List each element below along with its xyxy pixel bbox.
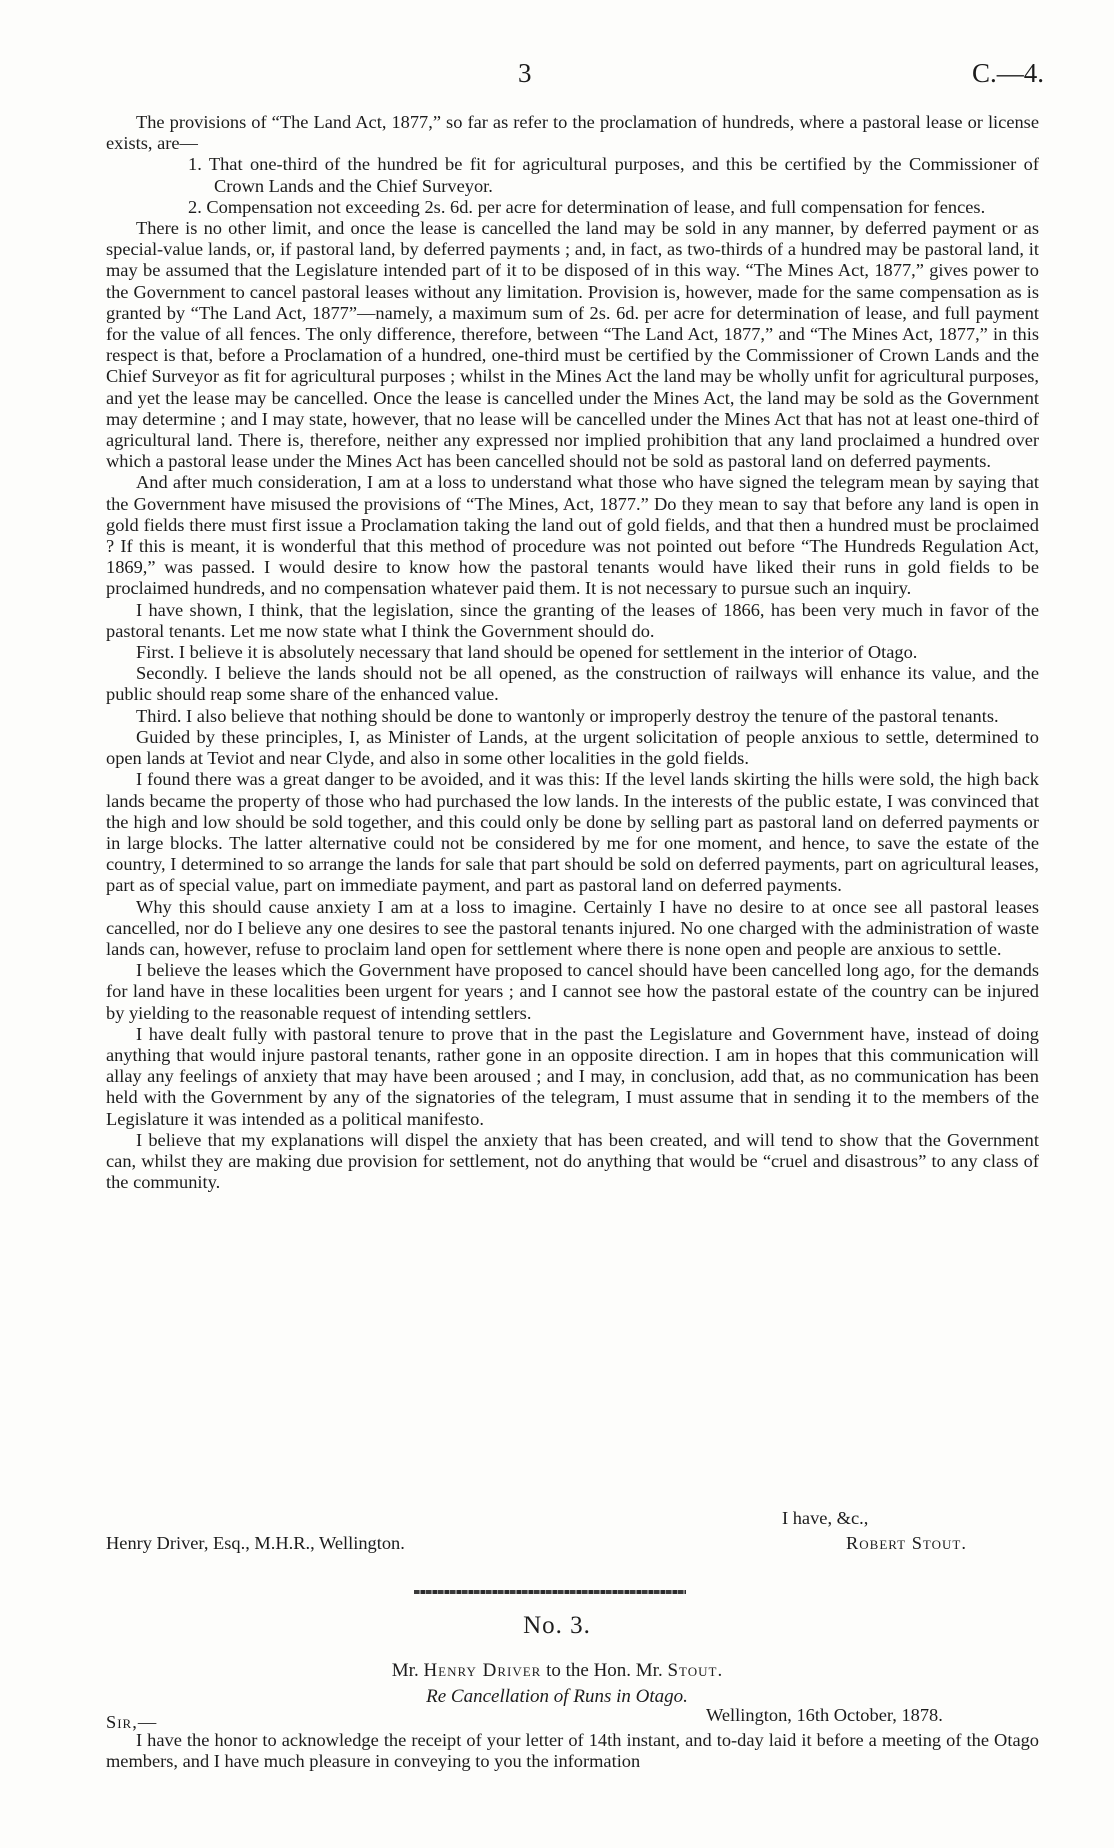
reply-paragraph: I have the honor to acknowledge the receipt of your letter of 14th instant, and to-day laid it before a meeting of the Otago members, and I have much pleasure in conveying to you the information [106,1730,1039,1772]
paragraph: I have dealt fully with pastoral tenure to prove that in the past the Legislature and Government have, instead of doing anything that would injure pastoral tenants, rather gone in an opposite direction. I am in hopes that this communication will allay any feelings of anxiety that may have been aroused ; and I may, in conclusion, add that, as no communication has been held with the Government by any of the signatories of the telegram, I must assume that in sending it to the members of the Legislature it was intended as a political manifesto. [106,1023,1039,1129]
section-number: No. 3. [523,1612,591,1639]
title-suffix: . [717,1660,723,1681]
recipient-name: Stout [667,1660,718,1681]
paragraph: Guided by these principles, I, as Minister of Lands, at the urgent solicitation of people anxious to settle, determined to open lands at Teviot and near Clyde, and also in some other localities in the gold fields. [106,726,1039,769]
paragraph: Secondly. I believe the lands should not be all opened, as the construction of railways will enhance its value, and the public should reap some share of the enhanced value. [106,663,1039,705]
salutation: Sir,— [106,1712,158,1732]
paragraph: I believe that my explanations will dispel the anxiety that has been created, and will tend to show that the Government can, whilst they are making due provision for settlement, not do anything that would be “cruel and disastrous” to any class of the community. [106,1129,1039,1193]
intro-paragraph: The provisions of “The Land Act, 1877,” so far as refer to the proclamation of hundreds, where a pastoral lease or license exists, are— [106,112,1039,154]
page-number: 3 [518,58,532,88]
paragraph: And after much consideration, I am at a loss to understand what those who have signed the telegram mean by saying that the Government have misused the provisions of “The Mines, Act, 1877.” Do they mean to say that before any land is open in gold fields there must first issue a Proclamation taking the land out of gold fields, and that then a hundred must be proclaimed ? If this is meant, it is wonderful that this method of procedure was not pointed out before “The Hundreds Regulation Act, 1869,” was passed. I would desire to know how the pastoral tenants would have liked their runs in gold fields to be proclaimed hundreds, and no compensation whatever paid them. It is not necessary to pursue such an inquiry. [106,472,1039,599]
paragraph: Why this should cause anxiety I am at a loss to imagine. Certainly I have no desire to at once see all pastoral leases cancelled, nor do I believe any one desires to see the pastoral tenants injured. No one charged with the administration of waste lands can, however, refuse to proclaim land open for settlement where there is none open and people are anxious to settle. [106,896,1039,959]
reply-letter-body [106,1730,1039,1772]
title-prefix: Mr. [391,1660,424,1681]
provision-item: 1. That one-third of the hundred be fit for agricultural purposes, and this be certified by the Commissioner of Crown Lands and the Chief Surveyor. [188,154,1039,196]
provisions-list [106,154,1039,218]
sender-name: Henry Driver [423,1660,542,1681]
letter-closing [106,1508,1039,1558]
letter-body-text [106,112,1039,1193]
section-divider [414,1590,686,1594]
page-header [0,58,1114,90]
paragraph: I believe the leases which the Government have proposed to cancel should have been cancelled long ago, for the demands for land have in these localities been urgent for years ; and I cannot see how the pastoral estate of the country can be injured by yielding to the reasonable request of intending settlers. [106,960,1039,1023]
section-subject: Re Cancellation of Runs in Otago. [426,1686,688,1707]
paragraph: First. I believe it is absolutely necessary that land should be opened for settlement in the interior of Otago. [136,642,918,663]
paragraph: I found there was a great danger to be avoided, and it was this: If the level lands skirting the hills were sold, the high back lands became the property of those who had purchased the low lands. In the interests of the public estate, I was convinced that the high and low should be sold together, and this could only be done by selling part as pastoral land on deferred payments or in large blocks. The latter alternative could not be considered by me for one moment, and hence, to save the estate of the country, I determined to so arrange the lands for sale that part should be sold on deferred payments, part on agricultural leases, part as of special value, part on immediate payment, and part as pastoral land on deferred payments. [106,769,1039,896]
addressee: Henry Driver, Esq., M.H.R., Wellington. [106,1533,405,1553]
title-middle: to the Hon. Mr. [541,1660,668,1681]
signature: Robert Stout. [846,1533,967,1553]
sign-off: I have, &c., [782,1508,869,1528]
paragraph: There is no other limit, and once the lease is cancelled the land may be sold in any manner, by deferred payment or as special-value lands, or, if pastoral land, by deferred payments ; and, in fact, as two-thirds of a hundred may be pastoral land, it may be assumed that the Legislature intended part of it to be disposed of in this way. “The Mines Act, 1877,” gives power to the Government to cancel pastoral leases without any limitation. Provision is, however, made for the same compensation as is granted by “The Land Act, 1877”—namely, a maximum sum of 2s. 6d. per acre for determination of lease, and full payment for the value of all fences. The only difference, therefore, between “The Land Act, 1877,” and “The Mines Act, 1877,” in this respect is that, before a Proclamation of a hundred, one-third must be certified by the Commissioner of Crown Lands and the Chief Surveyor as fit for agricultural purposes ; whilst in the Mines Act the land may be wholly unfit for agricultural purposes, and yet the lease may be cancelled. Once the lease is cancelled under the Mines Act, the land may be sold as the Government may determine ; and I may state, however, that no lease will be cancelled under the Mines Act that has not at least one-third of agricultural land. There is, therefore, neither any expressed nor implied prohibition that any land proclaimed a hundred over which a pastoral lease under the Mines Act has been cancelled should not be sold as pastoral land on deferred payments. [106,218,1039,472]
dateline: Wellington, 16th October, 1878. [706,1705,943,1725]
paragraph: Third. I also believe that nothing should be done to wantonly or improperly destroy the tenure of the pastoral tenants. [136,705,999,726]
section-title [0,1660,1114,1682]
paragraph: I have shown, I think, that the legislation, since the granting of the leases of 1866, has been very much in favor of the pastoral tenants. Let me now state what I think the Government should do. [106,599,1039,641]
document-reference: C.—4. [971,58,1044,88]
provision-item: 2. Compensation not exceeding 2s. 6d. per acre for determination of lease, and full compensation for fences. [188,196,986,217]
